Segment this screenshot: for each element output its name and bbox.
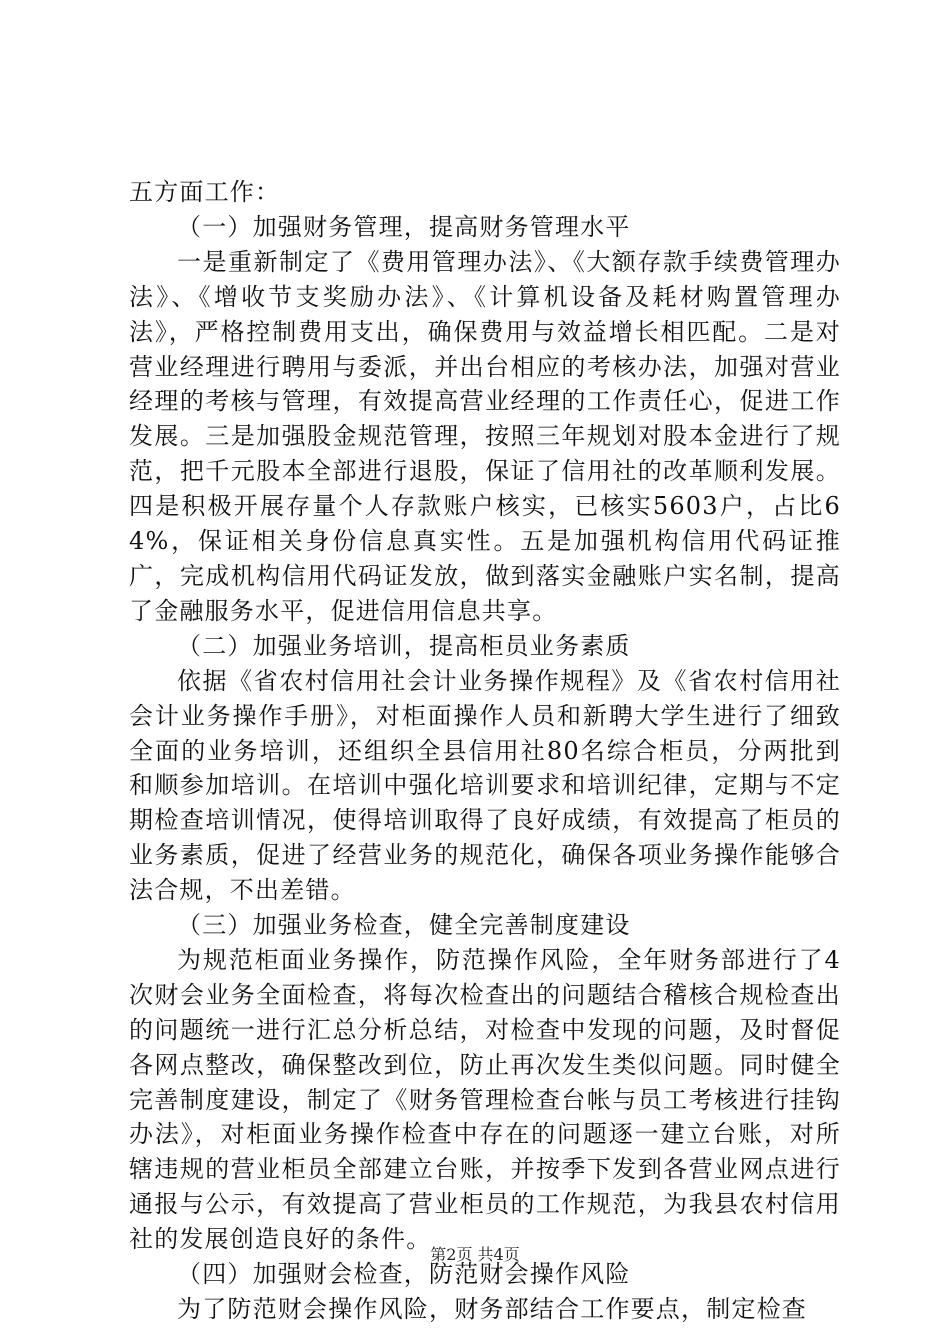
paragraph-intro: 五方面工作： <box>129 178 281 206</box>
paragraph-financial-management: 一是重新制定了《费用管理办法》、《大额存款手续费管理办法》、《增收节支奖励办法》、《计算机设备及耗材购置管理办法》，严格控制费用支出，确保费用与效益增长相匹配。二是对营业经理进行聘用与委派，并出台相应的考核办法，加强对营业经理的考核与管理，有效提高营业经理的工作责任心，促进工作发展。三是加强股金规范管理，按照三年规划对股本金进行了规范，把千元股本全部进行退股，保证了信用社的改革顺利发展。四是积极开展存量个人存款账户核实，已核实5603户，占比64%，保证相关身份信息真实性。五是加强机构信用代码证推广，完成机构信用代码证发放，做到落实金融账户实名制，提高了金融服务水平，促进信用信息共享。 <box>129 247 841 625</box>
page-number-footer: 第2页 共4页 <box>430 1245 520 1264</box>
section-heading-3: （三）加强业务检查，健全完善制度建设 <box>177 911 631 940</box>
section-heading-4: （四）加强财会检查，防范财会操作风险 <box>177 1260 631 1289</box>
document-body <box>129 175 841 1327</box>
section-heading-2: （二）加强业务培训，提高柜员业务素质 <box>177 631 631 660</box>
paragraph-risk-prevention: 为了防范财会操作风险，财务部结合工作要点，制定检查 <box>177 1295 807 1323</box>
paragraph-business-training: 依据《省农村信用社会计业务操作规程》及《省农村信用社会计业务操作手册》，对柜面操作人员和新聘大学生进行了细致全面的业务培训，还组织全县信用社80名综合柜员，分两批到和顺参加培训。在培训中强化培训要求和培训纪律，定期与不定期检查培训情况，使得培训取得了良好成绩，有效提高了柜员的业务素质，促进了经营业务的规范化，确保各项业务操作能够合法合规，不出差错。 <box>129 666 841 905</box>
paragraph-business-inspection: 为规范柜面业务操作，防范操作风险，全年财务部进行了4次财会业务全面检查，将每次检查出的问题结合稽核合规检查出的问题统一进行汇总分析总结，对检查中发现的问题，及时督促各网点整改，确保整改到位，防止再次发生类似问题。同时健全完善制度建设，制定了《财务管理检查台帐与员工考核进行挂钩办法》，对柜面业务操作检查中存在的问题逐一建立台账，对所辖违规的营业柜员全部建立台账，并按季下发到各营业网点进行通报与公示，有效提高了营业柜员的工作规范，为我县农村信用社的发展创造良好的条件。 <box>129 945 841 1254</box>
section-heading-1: （一）加强财务管理，提高财务管理水平 <box>177 212 631 241</box>
